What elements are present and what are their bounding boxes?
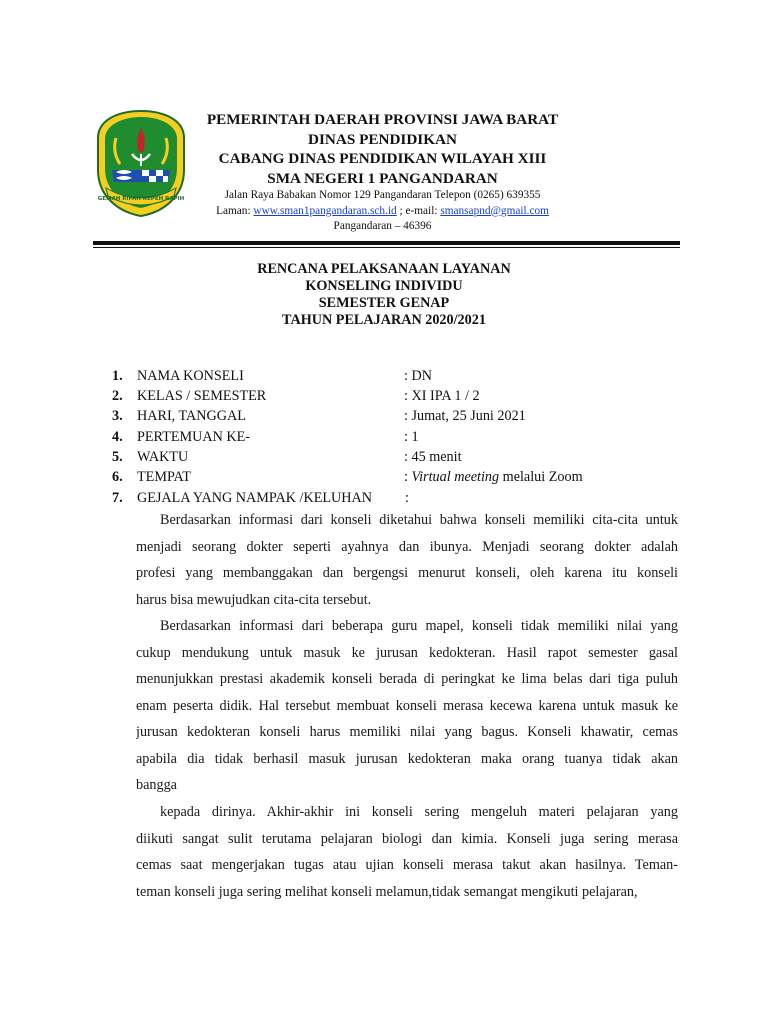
email-link[interactable]: smansapnd@gmail.com bbox=[440, 204, 549, 217]
paragraph-line: menjadi seorang dokter seperti ayahnya dan ibunya. Menjadi seorang dokter adalah bbox=[136, 538, 678, 555]
paragraph-line: apabila dia tidak berhasil masuk jurusan kedokteran maka orang tuanya tidak akan bbox=[136, 750, 678, 767]
item-value: : DN bbox=[404, 368, 432, 384]
letterhead-agency: DINAS PENDIDIKAN bbox=[308, 130, 457, 148]
letterhead-divider-thick bbox=[93, 241, 680, 245]
paragraph-line: profesi yang membanggakan dan bergengsi menurut konseli, oleh karena itu konseli bbox=[136, 565, 678, 581]
paragraph-line: harus bisa mewujudkan cita-cita tersebut. bbox=[136, 591, 372, 608]
item-number: 5. bbox=[112, 449, 123, 465]
item-number: 3. bbox=[112, 408, 123, 424]
web-label: Laman: bbox=[216, 204, 251, 217]
province-logo bbox=[94, 108, 188, 218]
title-line-1: RENCANA PELAKSANAAN LAYANAN bbox=[257, 261, 511, 277]
paragraph-line: cemas saat mengerjakan tugas atau ujian konseli merasa takut akan hasilnya. Teman- bbox=[136, 857, 678, 873]
paragraph-3 bbox=[136, 799, 678, 905]
item-number: 7. bbox=[112, 490, 123, 506]
item-label: KELAS / SEMESTER bbox=[137, 388, 267, 404]
title-line-4: TAHUN PELAJARAN 2020/2021 bbox=[282, 312, 486, 328]
letterhead-school: SMA NEGERI 1 PANGANDARAN bbox=[267, 169, 498, 187]
paragraph-line: bangga bbox=[136, 777, 177, 793]
item-number: 2. bbox=[112, 388, 123, 404]
letterhead-address: Jalan Raya Babakan Nomor 129 Pangandaran Telepon (0265) 639355 bbox=[224, 189, 541, 201]
item-label: TEMPAT bbox=[137, 469, 191, 485]
letterhead-government: PEMERINTAH DAERAH PROVINSI JAWA BARAT bbox=[206, 111, 559, 128]
paragraph-line: cukup mendukung untuk masuk ke jurusan kedokteran. Hasil rapot semester gasal bbox=[136, 644, 678, 661]
paragraph-2 bbox=[136, 613, 678, 799]
logo-motto: GEMAH RIPAH REPEH RAPIH bbox=[97, 196, 185, 202]
item-number: 4. bbox=[112, 429, 123, 445]
item-label: HARI, TANGGAL bbox=[137, 408, 246, 424]
title-line-2: KONSELING INDIVIDU bbox=[305, 278, 463, 294]
email-separator: ; e-mail: bbox=[399, 204, 438, 217]
letterhead-branch: CABANG DINAS PENDIDIKAN WILAYAH XIII bbox=[218, 150, 547, 167]
title-line-3: SEMESTER GENAP bbox=[318, 295, 450, 311]
letterhead bbox=[190, 110, 575, 235]
paragraph-line: teman konseli juga sering melihat konseli melamun,tidak semangat mengikuti pelajaran, bbox=[136, 883, 638, 900]
item-value-italic: Virtual meeting bbox=[411, 469, 500, 485]
document-title bbox=[0, 261, 768, 329]
letterhead-city: Pangandaran – 46396 bbox=[333, 220, 432, 232]
paragraph-line: jurusan kedokteran konseli harus memiliki nilai yang bagus. Konseli khawatir, cemas bbox=[136, 724, 678, 740]
paragraph-line: enam peserta didik. Hal tersebut membuat konseli merasa kecewa karena untuk masuk ke bbox=[136, 697, 678, 714]
item-value-suffix: melalui Zoom bbox=[499, 469, 583, 485]
item-value: : bbox=[405, 490, 409, 506]
item-value bbox=[404, 467, 583, 487]
item-label: GEJALA YANG NAMPAK /KELUHAN bbox=[137, 490, 373, 506]
website-link[interactable]: www.sman1pangandaran.sch.id bbox=[253, 204, 397, 217]
item-label: NAMA KONSELI bbox=[137, 368, 244, 384]
item-label: PERTEMUAN KE- bbox=[137, 429, 251, 445]
paragraph-1 bbox=[136, 507, 678, 613]
letterhead-divider-thin bbox=[93, 247, 680, 248]
paragraph-line: diikuti sangat sulit terutama pelajaran biologi dan kimia. Konseli juga sering merasa bbox=[136, 830, 678, 847]
item-value: : 1 bbox=[404, 429, 419, 445]
item-value: : 45 menit bbox=[404, 449, 462, 465]
item-number: 1. bbox=[112, 368, 123, 384]
item-value: : XI IPA 1 / 2 bbox=[404, 388, 480, 404]
paragraph-line: Berdasarkan informasi dari beberapa guru mapel, konseli tidak memiliki nilai yang bbox=[160, 618, 678, 634]
item-value: : Jumat, 25 Juni 2021 bbox=[404, 408, 526, 424]
paragraph-line: Berdasarkan informasi dari konseli diketahui bahwa konseli memiliki cita-cita untuk bbox=[160, 512, 678, 528]
letterhead-contact bbox=[190, 204, 575, 220]
item-label: WAKTU bbox=[137, 449, 189, 465]
paragraph-line: menunjukkan prestasi akademik konseli berada di peringkat ke lima belas dari tiga puluh bbox=[136, 671, 678, 687]
item-number: 6. bbox=[112, 469, 123, 485]
paragraph-line: kepada dirinya. Akhir-akhir ini konseli sering mengeluh materi pelajaran yang bbox=[160, 804, 678, 820]
item-value-prefix: : bbox=[404, 469, 412, 485]
